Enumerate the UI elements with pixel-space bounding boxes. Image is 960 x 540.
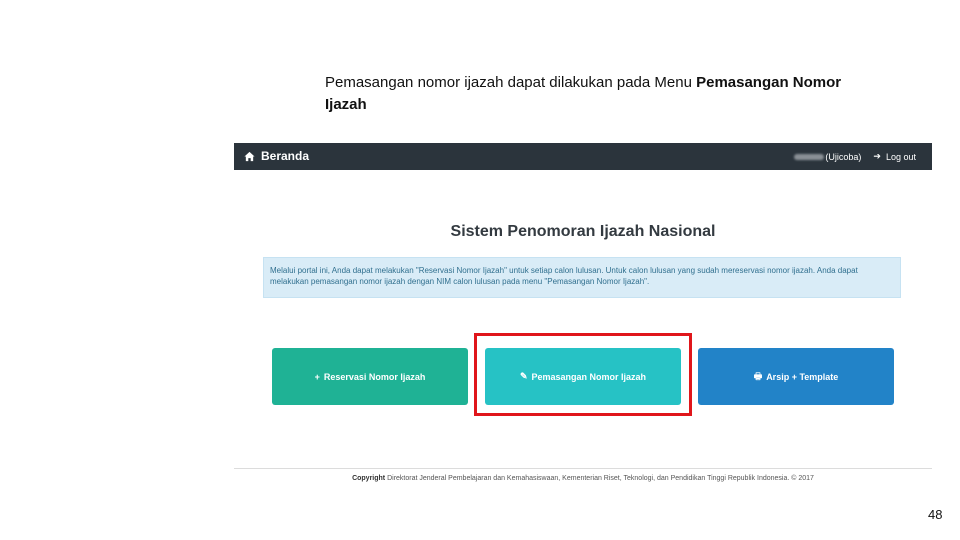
brand-link[interactable]	[244, 143, 309, 170]
brand-label: Beranda	[261, 149, 310, 163]
user-name-redacted	[794, 154, 824, 160]
page-number: 48	[928, 507, 943, 522]
caption-text: Pemasangan nomor ijazah dapat dilakukan pada Menu	[325, 74, 697, 91]
logout-link[interactable]	[873, 151, 916, 162]
app-screenshot	[234, 143, 932, 489]
printer-icon: 🖶	[753, 370, 763, 381]
caption-bold-menu: Pemasangan Nomor Ijazah	[325, 74, 842, 113]
reservasi-button[interactable]	[272, 348, 468, 405]
pemasangan-label: Pemasangan Nomor Ijazah	[531, 371, 647, 382]
top-navbar	[234, 143, 932, 170]
user-suffix: (Ujicoba)	[825, 151, 862, 162]
reservasi-label: Reservasi Nomor Ijazah	[323, 371, 426, 382]
footer-copyright-label: Copyright	[352, 475, 386, 482]
logout-label: Log out	[885, 151, 916, 162]
footer-text: Direktorat Jenderal Pembelajaran dan Kemahasiswaan, Kementerian Riset, Teknologi, dan Pendidikan Tinggi Republik Indonesia. © 2017	[387, 475, 814, 482]
arsip-label: Arsip + Template	[766, 371, 839, 382]
user-menu[interactable]	[794, 152, 861, 162]
home-icon	[244, 151, 255, 162]
nav-right	[794, 143, 916, 170]
plus-icon: +	[314, 371, 320, 382]
logout-icon: ➔	[873, 151, 881, 161]
slide-caption	[325, 72, 845, 116]
pemasangan-button[interactable]	[485, 348, 681, 405]
page-title: Sistem Penomoran Ijazah Nasional	[450, 223, 716, 240]
page-footer	[234, 468, 932, 489]
pencil-icon: ✎	[519, 371, 528, 381]
info-alert: Melalui portal ini, Anda dapat melakukan "Reservasi Nomor Ijazah" untuk setiap calon lulusan. Untuk calon lulusan yang sudah mereservasi nomor ijazah. Anda dapat melakukan pemasangan nomor ijazah dengan NIM calon lulusan pada menu "Pemasangan Nomor Ijazah".	[263, 257, 901, 298]
arsip-button[interactable]	[698, 348, 894, 405]
